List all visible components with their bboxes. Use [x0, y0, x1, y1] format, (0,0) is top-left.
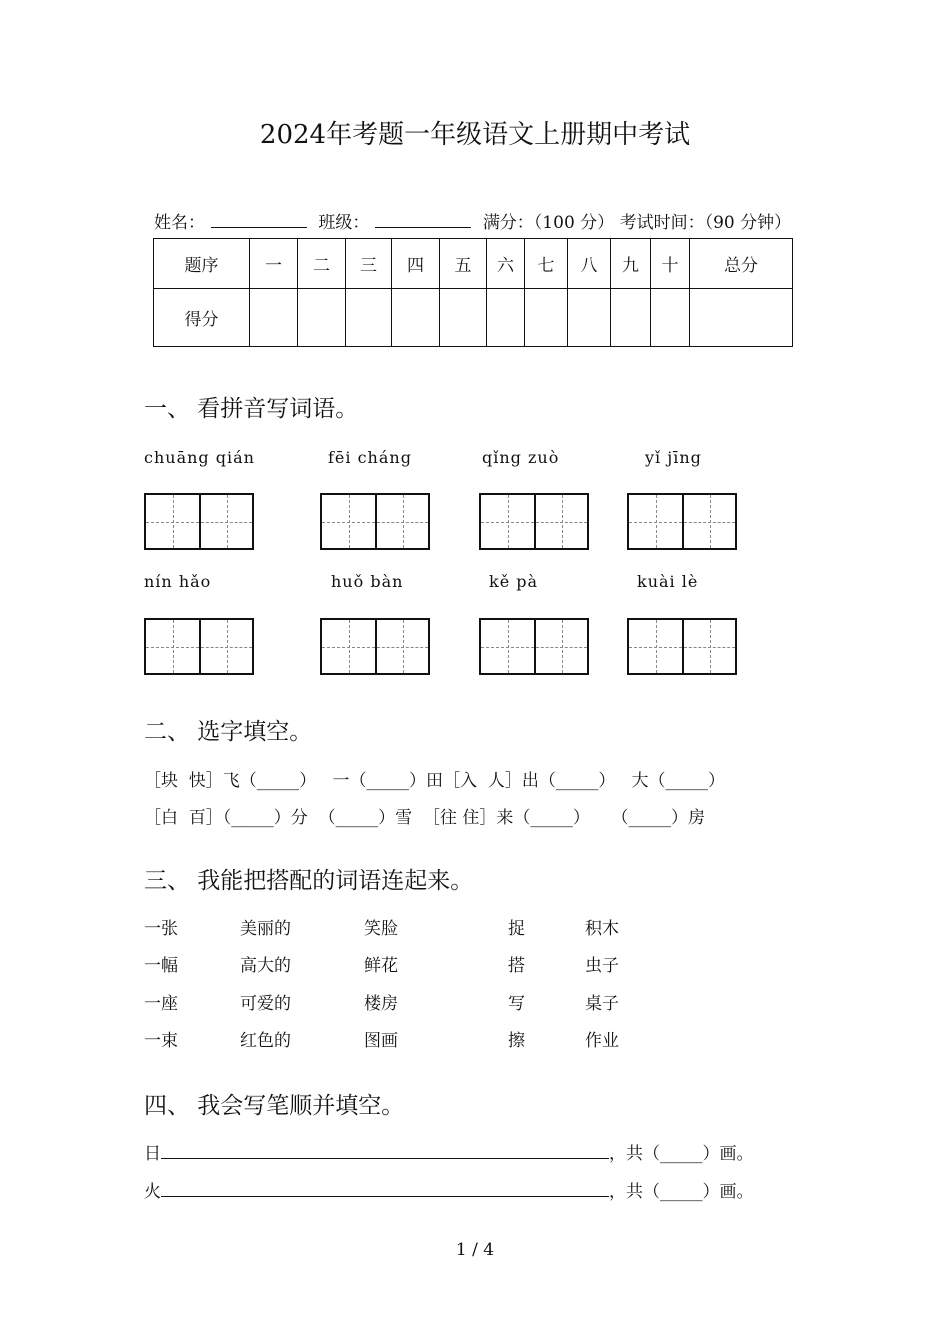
match-item[interactable]: 写 [508, 994, 525, 1014]
exam-time-text: 考试时间：（90 分钟） [619, 213, 792, 233]
tianzi-cell[interactable] [375, 620, 428, 673]
match-item[interactable]: 擦 [508, 1031, 525, 1051]
score-cell[interactable] [392, 289, 440, 347]
score-table [153, 238, 793, 347]
header-cell: 四 [392, 239, 440, 289]
match-item[interactable]: 笑脸 [364, 919, 398, 939]
tianzi-cell[interactable] [629, 495, 682, 548]
pinyin-4: yǐ jīng [645, 448, 702, 467]
stroke-order-row-2 [144, 1177, 754, 1202]
tianzi-cell[interactable] [629, 620, 682, 673]
tianzi-cell[interactable] [322, 495, 375, 548]
tianzi-cell[interactable] [481, 495, 534, 548]
tianzi-cell[interactable] [199, 620, 252, 673]
pinyin-8: kuài lè [637, 572, 699, 591]
header-cell: 三 [346, 239, 392, 289]
tianzi-cell[interactable] [322, 620, 375, 673]
match-item[interactable]: 高大的 [240, 956, 291, 976]
header-cell: 八 [568, 239, 611, 289]
score-cell[interactable] [487, 289, 525, 347]
stroke-count-text[interactable]: ，共（_____）画。 [609, 1144, 754, 1164]
tianzi-cell[interactable] [146, 620, 199, 673]
pinyin-2: fēi cháng [328, 448, 412, 467]
score-cell[interactable] [525, 289, 568, 347]
tianzi-cell[interactable] [534, 495, 587, 548]
match-item[interactable]: 一座 [144, 994, 178, 1014]
header-cell: 题序 [154, 239, 250, 289]
name-label: 姓名： [154, 213, 205, 233]
match-item[interactable]: 积木 [585, 919, 619, 939]
stroke-order-row-1 [144, 1139, 754, 1164]
name-blank[interactable] [211, 213, 307, 228]
tianzi-grid[interactable] [320, 493, 430, 550]
tianzi-cell[interactable] [534, 620, 587, 673]
pinyin-1: chuāng qián [144, 448, 255, 467]
score-cell[interactable] [651, 289, 690, 347]
full-score-text: 满分：（100 分） [482, 213, 615, 233]
score-table-header-row [154, 239, 793, 289]
match-item[interactable]: 虫子 [585, 956, 619, 976]
header-cell: 十 [651, 239, 690, 289]
score-cell[interactable] [611, 289, 651, 347]
stroke-char: 日 [144, 1144, 161, 1164]
match-item[interactable]: 一束 [144, 1031, 178, 1051]
tianzi-cell[interactable] [682, 495, 735, 548]
pinyin-6: huǒ bàn [331, 572, 404, 591]
page-title: 2024年考题一年级语文上册期中考试 [259, 120, 691, 150]
header-cell: 九 [611, 239, 651, 289]
tianzi-grid[interactable] [479, 493, 589, 550]
section-4-title: 四、 我会写笔顺并填空。 [144, 1093, 405, 1119]
match-item[interactable]: 一张 [144, 919, 178, 939]
pinyin-3: qǐng zuò [482, 448, 560, 467]
tianzi-cell[interactable] [481, 620, 534, 673]
section-1-title: 一、 看拼音写词语。 [144, 396, 359, 422]
section-3-title: 三、 我能把搭配的词语连起来。 [144, 868, 474, 894]
class-blank[interactable] [375, 213, 471, 228]
tianzi-grid[interactable] [479, 618, 589, 675]
tianzi-cell[interactable] [682, 620, 735, 673]
student-info-line [154, 208, 791, 233]
score-cell[interactable] [690, 289, 793, 347]
tianzi-grid[interactable] [320, 618, 430, 675]
header-cell: 二 [298, 239, 346, 289]
tianzi-grid[interactable] [627, 618, 737, 675]
header-cell: 总分 [690, 239, 793, 289]
fill-line-2[interactable]: ［白 百］（_____）分 （_____）雪 ［往 住］来（_____） （_____）房 [144, 808, 705, 828]
match-item[interactable]: 鲜花 [364, 956, 398, 976]
tianzi-grid[interactable] [144, 493, 254, 550]
score-cell[interactable] [250, 289, 298, 347]
class-label: 班级： [318, 213, 370, 233]
stroke-order-blank[interactable] [161, 1144, 609, 1159]
score-row-label: 得分 [154, 289, 250, 347]
match-item[interactable]: 楼房 [364, 994, 398, 1014]
match-item[interactable]: 红色的 [240, 1031, 291, 1051]
match-item[interactable]: 图画 [364, 1031, 398, 1051]
match-item[interactable]: 捉 [508, 919, 525, 939]
tianzi-grid[interactable] [627, 493, 737, 550]
tianzi-cell[interactable] [199, 495, 252, 548]
match-item[interactable]: 一幅 [144, 956, 178, 976]
score-table-score-row [154, 289, 793, 347]
stroke-order-blank[interactable] [161, 1182, 609, 1197]
page-number: 1 / 4 [455, 1240, 495, 1260]
tianzi-cell[interactable] [146, 495, 199, 548]
match-item[interactable]: 作业 [585, 1031, 619, 1051]
score-cell[interactable] [568, 289, 611, 347]
stroke-char: 火 [144, 1182, 161, 1202]
header-cell: 七 [525, 239, 568, 289]
match-item[interactable]: 美丽的 [240, 919, 291, 939]
tianzi-cell[interactable] [375, 495, 428, 548]
pinyin-7: kě pà [489, 572, 539, 591]
section-2-title: 二、 选字填空。 [144, 719, 313, 745]
score-cell[interactable] [346, 289, 392, 347]
stroke-count-text[interactable]: ，共（_____）画。 [609, 1182, 754, 1202]
match-item[interactable]: 可爱的 [240, 994, 291, 1014]
match-item[interactable]: 桌子 [585, 994, 619, 1014]
header-cell: 五 [440, 239, 487, 289]
header-cell: 一 [250, 239, 298, 289]
score-cell[interactable] [440, 289, 487, 347]
score-cell[interactable] [298, 289, 346, 347]
header-cell: 六 [487, 239, 525, 289]
tianzi-grid[interactable] [144, 618, 254, 675]
match-item[interactable]: 搭 [508, 956, 525, 976]
fill-line-1[interactable]: ［块 快］飞（_____） 一（_____）田［入 人］出（_____） 大（_____） [144, 771, 726, 791]
pinyin-5: nín hǎo [144, 572, 212, 591]
